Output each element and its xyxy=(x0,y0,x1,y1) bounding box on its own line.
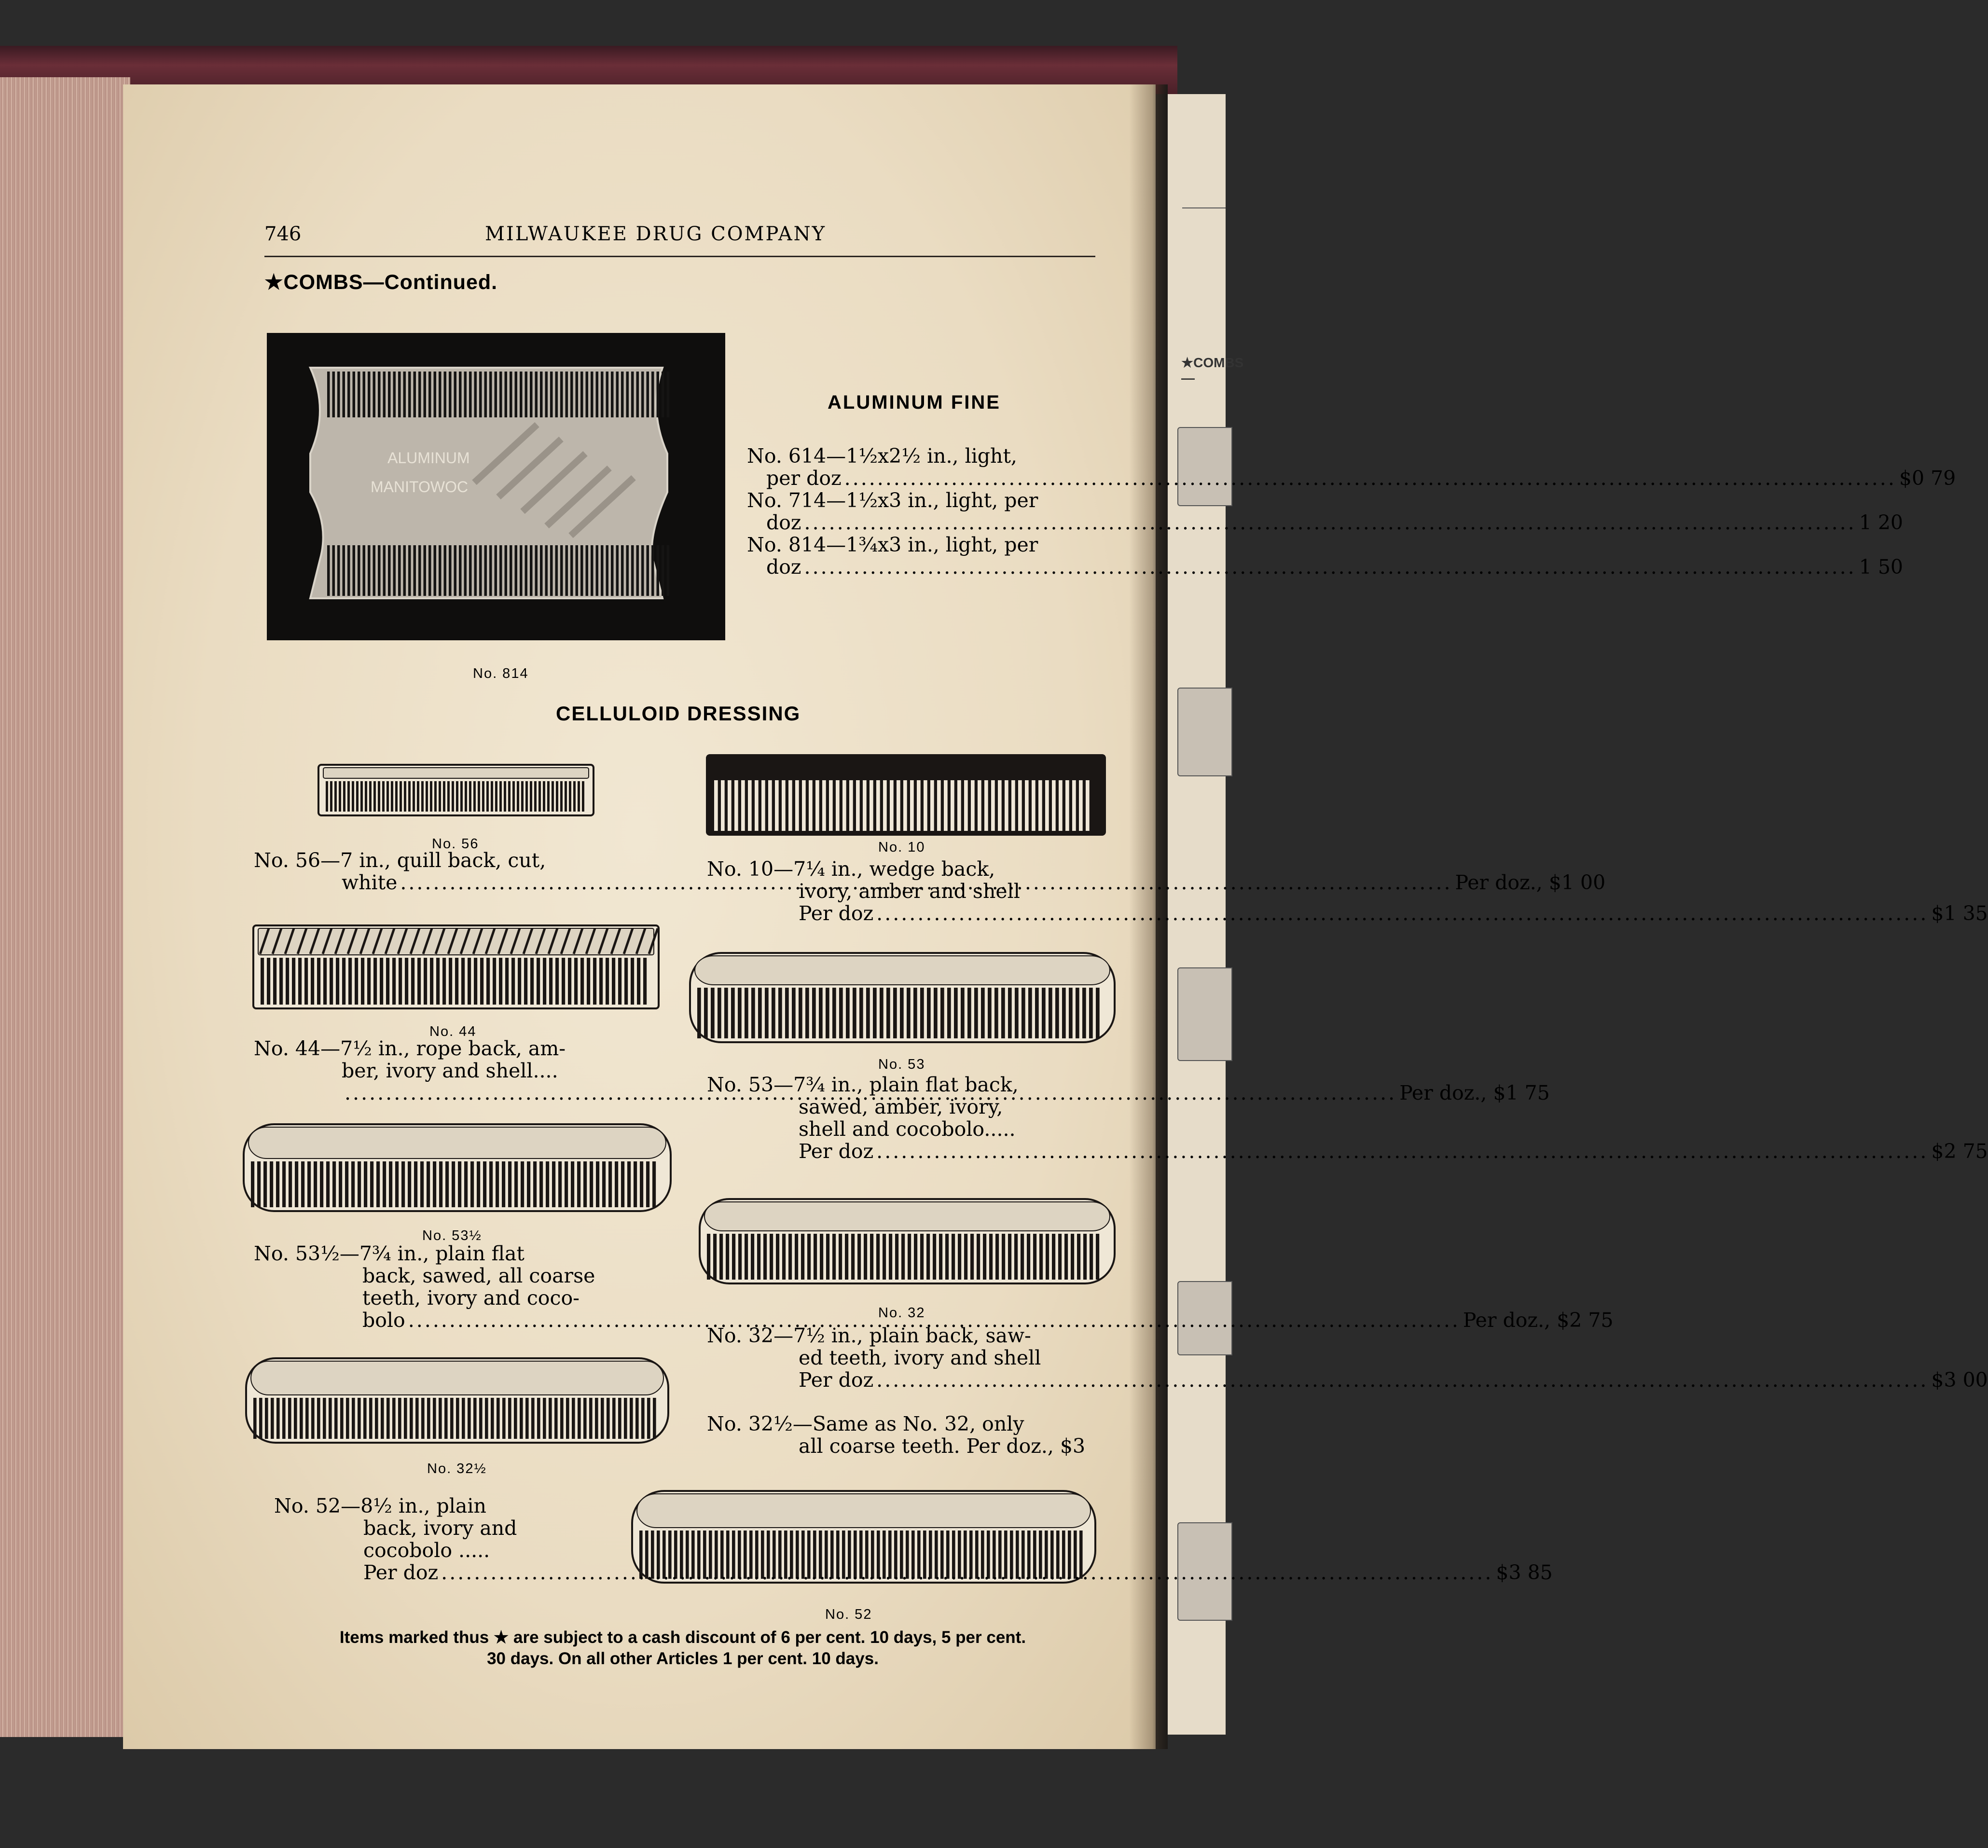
aluminum-caption: No. 814 xyxy=(473,666,529,681)
comb-no-53-half xyxy=(244,1124,671,1211)
comb-caption-32: No. 32 xyxy=(878,1305,925,1321)
comb-no-56 xyxy=(318,765,594,815)
comb-no-32 xyxy=(700,1199,1115,1283)
discount-footnote: Items marked thus ★ are subject to a cash discount of 6 per cent. 10 days, 5 per cent. 30 days. On all other Articles 1 per cent. 10 days. xyxy=(339,1628,1026,1668)
comb-caption-56: No. 56 xyxy=(432,836,479,852)
comb-no-53 xyxy=(690,953,1115,1042)
item-no-53: No. 53—7¾ in., plain flat back, sawed, amber, ivory, shell and cocobolo..... Per doz ..... $2 75 xyxy=(707,1074,1107,1162)
item-no-56: No. 56—7 in., quill back, cut, white ..... Per doz., $1 00 xyxy=(254,849,659,894)
price-entry: No. 714—1½x3 in., light, per doz ..... 1 20 xyxy=(747,489,1099,534)
celluloid-heading: CELLULOID DRESSING xyxy=(556,702,801,725)
price-entry: No. 614—1½x2½ in., light, per doz ..... $0 79 xyxy=(747,445,1099,489)
item-no-10: No. 10—7¼ in., wedge back, ivory, amber and shell Per doz ..... $1 35 xyxy=(707,858,1107,924)
item-no-52: No. 52—8½ in., plain back, ivory and cocobolo ..... Per doz ..... $3 85 xyxy=(274,1495,585,1584)
comb-caption-10: No. 10 xyxy=(878,840,925,855)
page-header-title: MILWAUKEE DRUG COMPANY xyxy=(485,223,827,245)
comb-no-44 xyxy=(253,925,659,1008)
plate-text-1: ALUMINUM xyxy=(387,449,470,467)
section-title: ★COMBS—Continued. xyxy=(264,271,498,294)
price-entry: No. 814—1¾x3 in., light, per doz ..... 1 50 xyxy=(747,534,1099,578)
aluminum-heading: ALUMINUM FINE xyxy=(828,392,1001,413)
comb-caption-44: No. 44 xyxy=(429,1024,477,1039)
plate-text-2: MANITOWOC xyxy=(371,478,469,496)
item-no-32: No. 32—7½ in., plain back, saw- ed teeth, ivory and shell Per doz ..... $3 00 xyxy=(707,1324,1107,1391)
comb-caption-32-half: No. 32½ xyxy=(427,1461,487,1476)
comb-caption-52: No. 52 xyxy=(825,1607,872,1622)
comb-no-10 xyxy=(707,755,1105,835)
adjacent-page-heading: ★COMBS— xyxy=(1181,355,1244,386)
item-no-53-half: No. 53½—7¾ in., plain flat back, sawed, all coarse teeth, ivory and coco- bolo ..... Per doz., $2 75 xyxy=(254,1242,659,1331)
item-no-32-half: No. 32½—Same as No. 32, only all coarse teeth. Per doz., $3 xyxy=(707,1412,1086,1458)
comb-no-32-half xyxy=(246,1358,668,1443)
item-no-44: No. 44—7½ in., rope back, am- ber, ivory and shell.... ..... Per doz., $1 75 xyxy=(254,1037,659,1104)
comb-caption-53-half: No. 53½ xyxy=(422,1228,482,1243)
comb-caption-53: No. 53 xyxy=(878,1057,925,1072)
page-number: 746 xyxy=(264,223,302,245)
